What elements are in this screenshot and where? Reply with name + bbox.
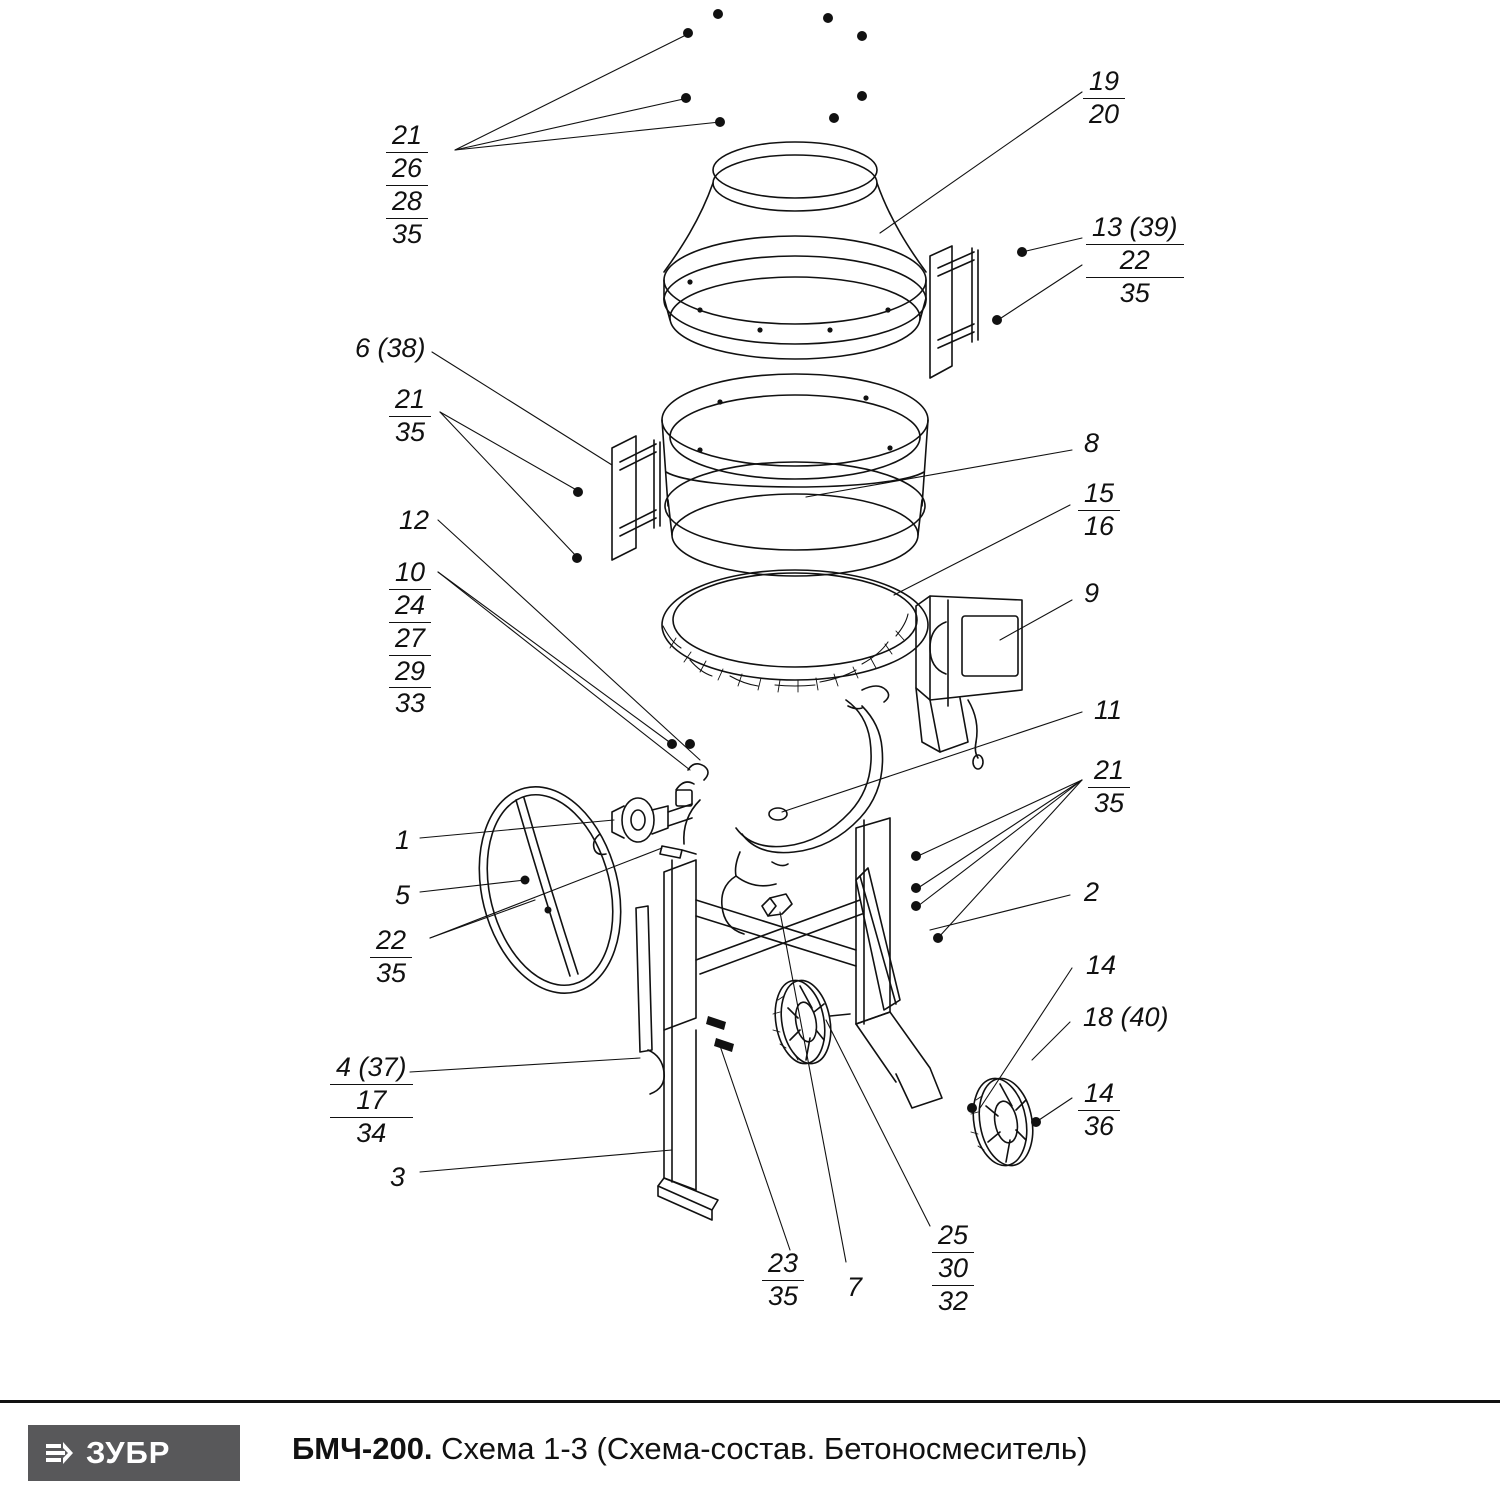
callout-number: 14	[1086, 950, 1117, 980]
callout-15-16	[1078, 478, 1120, 543]
callout-2	[1078, 877, 1105, 909]
callout-number: 1	[395, 825, 411, 855]
callout-number: 35	[370, 957, 412, 990]
callout-number: 16	[1078, 510, 1120, 543]
callout-19-20	[1083, 66, 1125, 131]
callout-13-22-35	[1086, 212, 1184, 310]
callout-number: 35	[1086, 277, 1184, 310]
callout-number: 13 (39)	[1092, 212, 1178, 242]
callout-number: 11	[1094, 695, 1123, 725]
callout-10-24-27-29-33	[389, 557, 431, 720]
callout-number: 26	[386, 152, 428, 185]
callout-number: 2	[1084, 877, 1100, 907]
callout-4-17-34	[330, 1052, 413, 1150]
model-name: БМЧ-200.	[292, 1431, 433, 1466]
callout-22-35	[370, 925, 412, 990]
callout-14-top	[1080, 950, 1122, 982]
callout-number: 33	[389, 687, 431, 720]
callout-21-35-left	[389, 384, 431, 449]
callout-21-26-28-35	[386, 120, 428, 250]
callout-number: 8	[1084, 428, 1100, 458]
callout-8	[1078, 428, 1105, 460]
callout-25-30-32	[932, 1220, 974, 1318]
brand-logo	[28, 1425, 240, 1481]
callout-3	[384, 1162, 411, 1194]
callout-number: 35	[389, 416, 431, 449]
scheme-description: Схема 1-3 (Схема-состав. Бетоносмеситель)	[441, 1431, 1088, 1466]
footer-caption	[292, 1431, 1087, 1467]
callout-9	[1078, 578, 1105, 610]
callout-number: 35	[386, 218, 428, 251]
callout-5	[389, 880, 416, 912]
zubr-arrow-icon	[42, 1436, 76, 1470]
callout-number: 22	[1086, 244, 1184, 277]
callout-number: 23	[768, 1248, 799, 1278]
callout-number: 25	[938, 1220, 969, 1250]
callout-1	[389, 825, 416, 857]
callout-number: 18 (40)	[1083, 1002, 1169, 1032]
callout-number: 35	[1088, 787, 1130, 820]
callout-number: 22	[376, 925, 407, 955]
callout-number: 24	[389, 589, 431, 622]
callout-number: 21	[392, 120, 423, 150]
callout-number: 21	[395, 384, 426, 414]
callout-number: 20	[1083, 98, 1125, 131]
callout-number: 6 (38)	[355, 333, 426, 363]
callout-6	[349, 333, 432, 365]
callout-number: 10	[395, 557, 426, 587]
callout-number: 30	[932, 1252, 974, 1285]
callout-21-35-right	[1088, 755, 1130, 820]
callout-number: 12	[399, 505, 430, 535]
callout-11	[1088, 695, 1128, 727]
callout-number: 5	[395, 880, 411, 910]
callout-number: 14	[1084, 1078, 1115, 1108]
callout-number: 28	[386, 185, 428, 218]
footer-bar	[0, 1400, 1500, 1500]
callout-number: 15	[1084, 478, 1115, 508]
callout-number: 32	[932, 1285, 974, 1318]
callout-23-35	[762, 1248, 804, 1313]
callout-number: 9	[1084, 578, 1100, 608]
callout-number: 4 (37)	[336, 1052, 407, 1082]
callout-number: 34	[330, 1117, 413, 1150]
callout-number: 19	[1089, 66, 1120, 96]
callout-14-36	[1078, 1078, 1120, 1143]
callout-number: 7	[847, 1272, 863, 1302]
callout-number: 35	[762, 1280, 804, 1313]
callout-number: 36	[1078, 1110, 1120, 1143]
callout-number: 3	[390, 1162, 406, 1192]
callout-7	[841, 1272, 868, 1304]
callout-18-40	[1077, 1002, 1175, 1034]
callout-12	[393, 505, 435, 537]
callout-number: 29	[389, 655, 431, 688]
brand-name: ЗУБР	[86, 1435, 171, 1470]
callout-number: 21	[1094, 755, 1125, 785]
callout-number: 27	[389, 622, 431, 655]
callout-number: 17	[330, 1084, 413, 1117]
